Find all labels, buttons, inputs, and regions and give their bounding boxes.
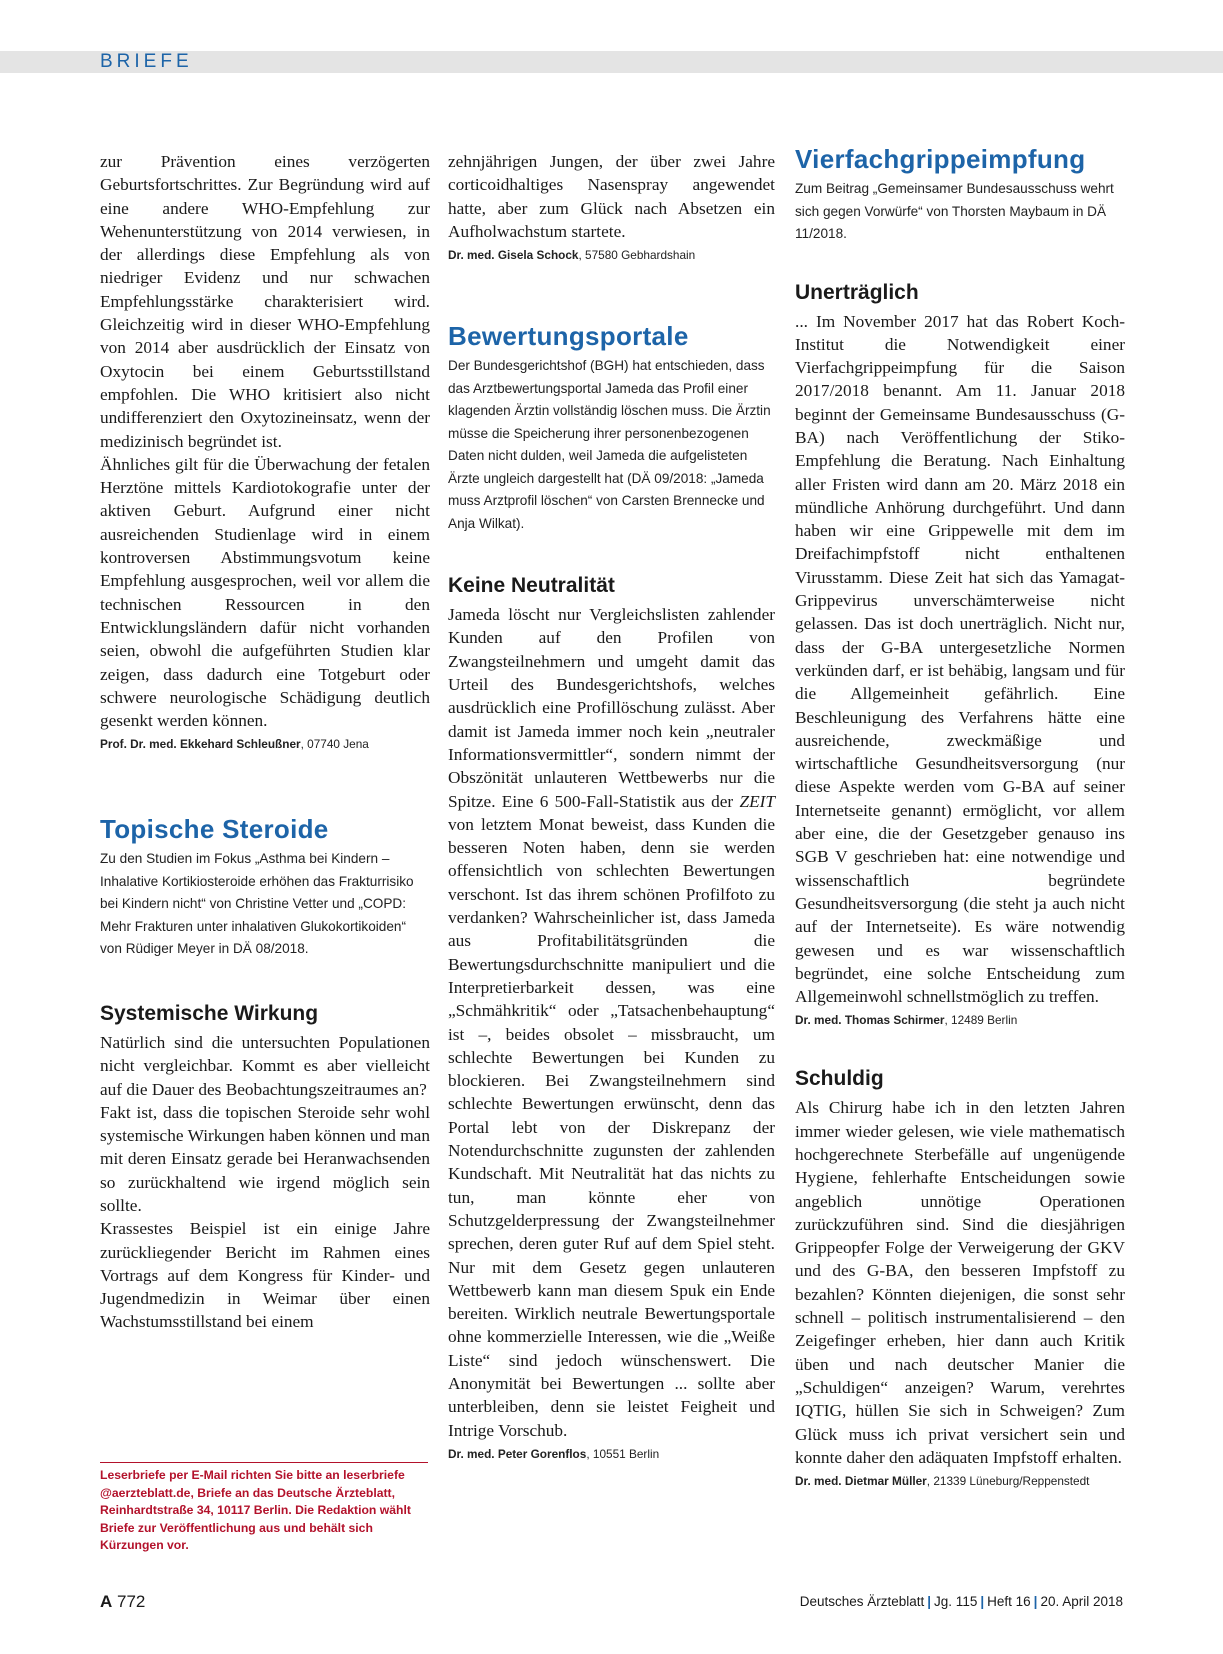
- issue-date: 20. April 2018: [1040, 1594, 1123, 1609]
- letter-body: [100, 1031, 430, 1334]
- volume: Jg. 115: [934, 1594, 978, 1609]
- journal-name: Deutsches Ärzteblatt: [799, 1594, 925, 1609]
- paragraph: Als Chirurg habe ich in den letzten Jahren immer wieder gelesen, wie viele mathematisch hochgerechnete Sterbefälle auf ungenügende Hygiene, fehlerhafte Entscheidungen sowie angeblich unnötige Operationen zurückzuführen sind. Sind die diesjährigen Grippeopfer Folge der Verweigerung der GKV und des G-BA, den besseren Impfstoff zu bezahlen? Könnten diejenigen, die sonst sehr schnell – politisch instrumentalisierend – den Zeigefinger erheben, hier dann auch Kritik üben und nach deutscher Manier die „Schuldigen“ anzeigen? Warum, verehrtes IQTIG, hüllen Sie sich in Schweigen? Zum Glück muss ich privat versichert sein und konnte daher den adäquaten Impfstoff erhalten.: [795, 1098, 1125, 1467]
- section-title: Vierfachgrippeimpfung: [795, 144, 1086, 174]
- paragraph: ... Im November 2017 hat das Robert Koch-Institut die Notwendigkeit einer Vierfachgrippeimpfung für die Saison 2017/2018 benannt. Am 11. Januar 2018 beginnt der Gemeinsame Bundesausschuss (G-BA) nach Veröffentlichung der Stiko-Empfehlung die Beratung. Nach Einhaltung aller Fristen wird dann am 20. März 2018 ein mündliche Anhörung durchgeführt. Und dann haben wir eine Grippewelle mit dem im Dreifachimpfstoff nicht enthaltenen Virusstamm. Diese Zeit hat sich das Yamagat-Grippevirus unverschämterweise nicht gelassen. Das ist doch unerträglich. Nicht nur, dass der G-BA untergesetzliche Normen verkünden darf, er ist behäbig, langsam und für die Allgemeinheit gefährlich. Eine Beschleunigung des Verfahrens hätte eine ausreichende, zweckmäßige und wirtschaftliche Gesundheitsversorgung (nur diese Aspekte werden vom G-BA auf seiner Internetseite genannt) ermöglicht, vor allem aber eine, die der Gesetzgeber genauso ins SGB V geschrieben hat: eine notwendige und wissenschaftlich begründete Gesundheitsversorgung (die steht ja auch nicht auf der Internetseite). Es wäre notwendig gewesen und es war wissenschaftlich begründet, eine solche Entscheidung zum Allgemeinwohl schnellstmöglich zu treffen.: [795, 311, 1125, 1007]
- column-middle: [448, 150, 775, 1462]
- letter-continuation: [448, 150, 775, 243]
- signature-place: , 57580 Gebhardshain: [578, 248, 696, 263]
- publication-name: ZEIT: [739, 791, 775, 811]
- section-title: Topische Steroide: [100, 814, 329, 845]
- section-intro: Zum Beitrag „Gemeinsamer Bundesausschuss wehrt sich gegen Vorwürfe“ von Thorsten Maybaum in DÄ 11/2018.: [795, 181, 1114, 241]
- paragraph: zur Prävention eines verzögerten Geburtsfortschrittes. Zur Begründung wird auf eine andere WHO-Empfehlung zur Wehenunterstützung von 2014 verwiesen, in der allerdings diese Empfehlung als von niedriger Evidenz und nur schwachen Empfehlungsstärke charakterisiert wird. Gleichzeitig wird in dieser WHO-Empfehlung von 2014 aber ausdrücklich der Einsatz von Oxytocin bei einem Geburtsstillstand empfohlen. Die WHO kritisiert also nicht undifferenziert den Oxytozineinsatz, wenn der medizinisch begründet ist.: [100, 152, 430, 451]
- signature-name: Dr. med. Dietmar Müller: [795, 1474, 927, 1489]
- page-number: [100, 1592, 145, 1612]
- text-run: von letztem Monat beweist, dass Kunden die besseren Noten haben, denn sie werden offensichtlich von schlechten Bewertungen verschont. Ist das ihrem schönen Profilfoto zu verdanken? Wahrscheinlicher ist, dass Jameda aus Profitabilitätsgründen die Bewertungsdurchschnitte manipuliert und die Interpretierbarkeit dessen, was eine „Schmähkritik“ oder „Tatsachenbehauptung“ ist –, beides obsolet – missbraucht, um schlechte Bewertungen bei Kunden zu blockieren. Bei Zwangsteilnehmern sind schlechte Bewertungen erwünscht, denn das Portal lebt von der Diskrepanz der Notendurchschnitte zugunsten der zahlenden Kundschaft. Mit Neutralität hat das nichts zu tun, man könnte eher von Schutzgelderpressung der Zwangsteilnehmer sprechen, deren guter Ruf auf dem Spiel steht. Nur mit dem Gesetz gegen unlauteren Wettbewerb kann man diesem Spuk ein Ende bereiten. Wirklich neutrale Bewertungsportale ohne kommerzielle Interessen, wie die „Weiße Liste“ sind jedoch wünschenswert. Die Anonymität bei Bewertungen ... sollte aber unterbleiben, denn sie leistet Feigheit und Intrige Vorschub.: [448, 814, 775, 1440]
- section-label: BRIEFE: [100, 51, 193, 72]
- paragraph: Fakt ist, dass die topischen Steroide sehr wohl systemische Wirkungen haben können und man mit deren Einsatz gerade bei Heranwachsenden so zurückhaltend wie irgend möglich sein sollte.: [100, 1102, 430, 1215]
- letter-body: [795, 1096, 1125, 1469]
- letter-title: Schuldig: [795, 1067, 884, 1091]
- column-right: [795, 144, 1125, 1489]
- signature-place: , 07740 Jena: [300, 737, 369, 752]
- letter-title: Unerträglich: [795, 280, 919, 304]
- paragraph: Natürlich sind die untersuchten Populationen nicht vergleichbar. Kommt es aber vielleicht auf die Dauer des Beobachtungszeitraumes an?: [100, 1032, 430, 1099]
- page-number-value: 772: [112, 1592, 146, 1611]
- signature: [448, 247, 775, 263]
- signature-name: Dr. med. Thomas Schirmer: [795, 1013, 945, 1028]
- signature: [795, 1012, 1125, 1028]
- section-intro: Der Bundesgerichtshof (BGH) hat entschieden, dass das Arztbewertungsportal Jameda das Profil einer klagenden Ärztin vollständig löschen muss. Die Ärztin müsse die Speicherung ihrer personenbezogenen Daten nicht dulden, weil Jameda die aufgelisteten Ärzte ungleich dargestellt hat (DÄ 09/2018: „Jameda muss Arztprofil löschen“ von Carsten Brennecke und Anja Wilkat).: [448, 358, 771, 531]
- letter-title: Keine Neutralität: [448, 574, 615, 598]
- separator: |: [1033, 1594, 1038, 1609]
- paragraph: Krassestes Beispiel ist ein einige Jahre zurückliegender Bericht im Rahmen eines Vortrags auf dem Kongress für Kinder- und Jugendmedizin in Weimar über einen Wachstumsstillstand bei einem: [100, 1219, 430, 1332]
- signature: [795, 1473, 1125, 1489]
- letter-continuation: [100, 150, 430, 732]
- page-prefix: A: [100, 1592, 113, 1611]
- signature-place: , 12489 Berlin: [944, 1013, 1018, 1028]
- separator: |: [980, 1594, 985, 1609]
- column-left: [100, 150, 430, 1334]
- letter-title: Systemische Wirkung: [100, 1001, 319, 1025]
- letter-body: [448, 603, 775, 1442]
- signature-name: Prof. Dr. med. Ekkehard Schleußner: [100, 737, 301, 752]
- paragraph: zehnjährigen Jungen, der über zwei Jahre corticoidhaltiges Nasenspray angewendet hatte, aber zum Glück nach Absetzen ein Aufholwachstum startete.: [448, 152, 775, 241]
- text-run: Jameda löscht nur Vergleichslisten zahlender Kunden auf den Profilen von Zwangsteilnehmern und umgeht damit das Urteil des Bundesgerichtshofs, welches ausdrücklich eine Profillöschung zulässt. Aber damit ist Jameda immer noch kein „neutraler Informationsvermittler“, sondern nimmt der Obszönität unlauteren Wettbewerbs nur die Spitze. Eine 6 500-Fall-Statistik aus der: [448, 605, 775, 811]
- signature: [448, 1446, 775, 1462]
- letter-body: [795, 310, 1125, 1009]
- signature-name: Dr. med. Gisela Schock: [448, 248, 579, 263]
- reader-letter-notice: Leserbriefe per E-Mail richten Sie bitte an leserbriefe @aerzteblatt.de, Briefe an das Deutsche Ärzteblatt, Reinhardtstraße 34, 10117 Berlin. Die Redaktion wählt Briefe zur Veröffentlichung aus und behält sich Kürzungen vor.: [100, 1462, 428, 1555]
- signature-place: , 21339 Lüneburg/Reppenstedt: [926, 1474, 1090, 1489]
- journal-footer: [800, 1594, 1123, 1609]
- section-intro: Zu den Studien im Fokus „Asthma bei Kindern – Inhalative Kortikiosteroide erhöhen das Frakturrisiko bei Kindern nicht“ von Christine Vetter und „COPD: Mehr Frakturen unter inhalativen Glukokortikoiden“ von Rüdiger Meyer in DÄ 08/2018.: [100, 851, 414, 957]
- signature-name: Dr. med. Peter Gorenflos: [448, 1446, 587, 1461]
- section-title: Bewertungsportale: [448, 321, 689, 352]
- signature: [100, 736, 430, 752]
- separator: |: [927, 1594, 932, 1609]
- paragraph: [448, 603, 775, 1442]
- issue: Heft 16: [987, 1594, 1031, 1609]
- paragraph: Ähnliches gilt für die Überwachung der fetalen Herztöne mittels Kardiotokografie unter der aktiven Geburt. Aufgrund einer nicht ausreichenden Studienlage wird in einem kontroversen Abstimmungsvotum keine Empfehlung ausgesprochen, weil vor allem die technischen Ressourcen in den Entwicklungsländern dafür nicht vorhanden seien, obwohl die aufgeführten Studien klar zeigen, dass dadurch eine Totgeburt oder schwere neurologische Schädigung deutlich gesenkt werden können.: [100, 454, 430, 731]
- signature-place: , 10551 Berlin: [586, 1446, 660, 1461]
